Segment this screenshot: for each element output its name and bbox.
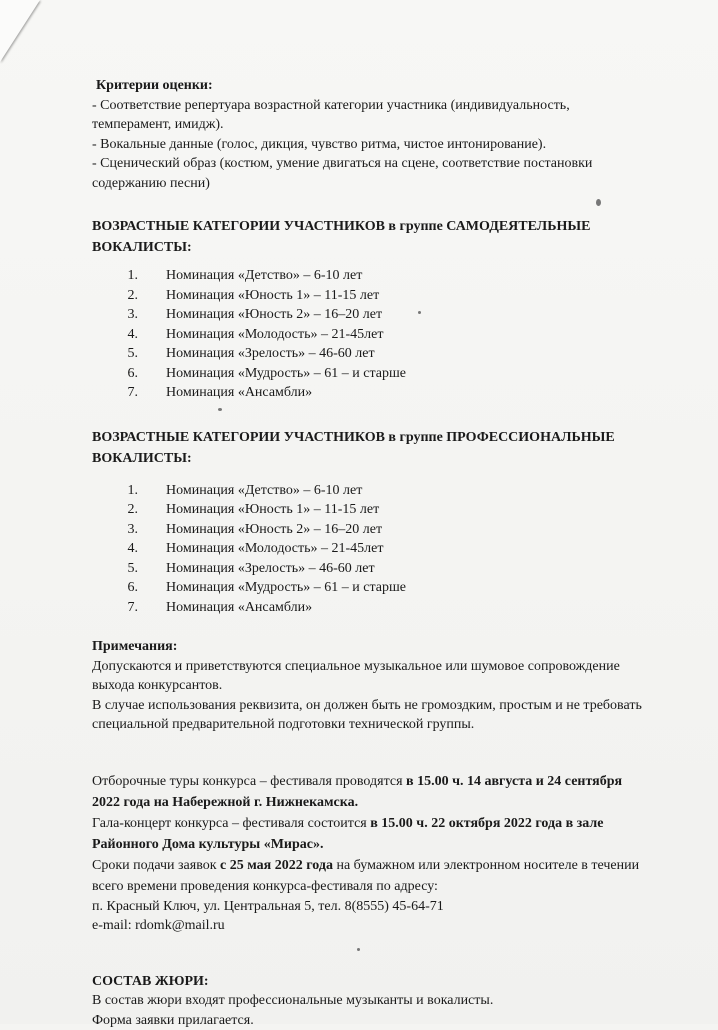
- page-corner-fold: [0, 0, 40, 62]
- criteria-item-1: - Соответствие репертуара возрастной категории участника (индивидуальность, темперамент, имидж).: [92, 96, 652, 135]
- list-item: 5. Номинация «Зрелость» – 46-60 лет: [92, 344, 652, 364]
- document-body: [92, 76, 652, 1030]
- jury-title: СОСТАВ ЖЮРИ:: [92, 972, 652, 992]
- criteria-item-2: - Вокальные данные (голос, дикция, чувство ритма, чистое интонирование).: [92, 135, 652, 155]
- qualifying-rounds-text: Отборочные туры конкурса – фестиваля проводятся в 15.00 ч. 14 августа и 24 сентября 2022 года на Набережной г. Нижнекамска.: [92, 771, 652, 813]
- notes-paragraph-2: В случае использования реквизита, он должен быть не громоздким, простым и не требовать специальной предварительной подготовки технической группы.: [92, 696, 652, 735]
- list-item: 3. Номинация «Юность 2» – 16–20 лет: [92, 520, 652, 540]
- amateur-nominations-list: [92, 266, 652, 403]
- application-deadline-text: Сроки подачи заявок с 25 мая 2022 года на бумажном или электронном носителе в течении всего времени проведения конкурса-фестиваля по адресу:: [92, 855, 652, 897]
- professional-nominations-list: [92, 481, 652, 618]
- criteria-item-3: - Сценический образ (костюм, умение двигаться на сцене, соответствие постановки содержанию песни): [92, 154, 652, 193]
- list-item: 4. Номинация «Молодость» – 21-45лет: [92, 539, 652, 559]
- list-item: 4. Номинация «Молодость» – 21-45лет: [92, 325, 652, 345]
- notes-paragraph-1: Допускаются и приветствуются специальное музыкальное или шумовое сопровождение выхода конкурсантов.: [92, 657, 652, 696]
- list-item: 3. Номинация «Юность 2» – 16–20 лет: [92, 305, 652, 325]
- criteria-title: Критерии оценки:: [96, 76, 652, 96]
- list-item: 1. Номинация «Детство» – 6-10 лет: [92, 481, 652, 501]
- list-item: 2. Номинация «Юность 1» – 11-15 лет: [92, 286, 652, 306]
- jury-text: В состав жюри входят профессиональные музыканты и вокалисты.: [92, 991, 652, 1011]
- list-item: 2. Номинация «Юность 1» – 11-15 лет: [92, 500, 652, 520]
- list-item: 7. Номинация «Ансамбли»: [92, 598, 652, 618]
- scan-speck: [218, 408, 222, 411]
- scan-speck: [418, 311, 421, 314]
- address-text: п. Красный Ключ, ул. Центральная 5, тел. 8(8555) 45-64-71: [92, 897, 652, 917]
- list-item: 6. Номинация «Мудрость» – 61 – и старше: [92, 364, 652, 384]
- list-item: 7. Номинация «Ансамбли»: [92, 383, 652, 403]
- list-item: 6. Номинация «Мудрость» – 61 – и старше: [92, 578, 652, 598]
- scan-speck: [596, 199, 601, 206]
- scan-speck: [357, 948, 360, 951]
- gala-concert-text: Гала-концерт конкурса – фестиваля состоится в 15.00 ч. 22 октября 2022 года в зале Районного Дома культуры «Мирас».: [92, 813, 652, 855]
- professional-section-heading: ВОЗРАСТНЫЕ КАТЕГОРИИ УЧАСТНИКОВ в группе ПРОФЕССИОНАЛЬНЫЕ ВОКАЛИСТЫ:: [92, 427, 652, 469]
- list-item: 5. Номинация «Зрелость» – 46-60 лет: [92, 559, 652, 579]
- application-form-note: Форма заявки прилагается.: [92, 1011, 652, 1030]
- email-text: e-mail: rdomk@mail.ru: [92, 916, 652, 936]
- amateur-section-heading: ВОЗРАСТНЫЕ КАТЕГОРИИ УЧАСТНИКОВ в группе САМОДЕЯТЕЛЬНЫЕ ВОКАЛИСТЫ:: [92, 216, 652, 258]
- list-item: 1. Номинация «Детство» – 6-10 лет: [92, 266, 652, 286]
- notes-title: Примечания:: [92, 637, 652, 657]
